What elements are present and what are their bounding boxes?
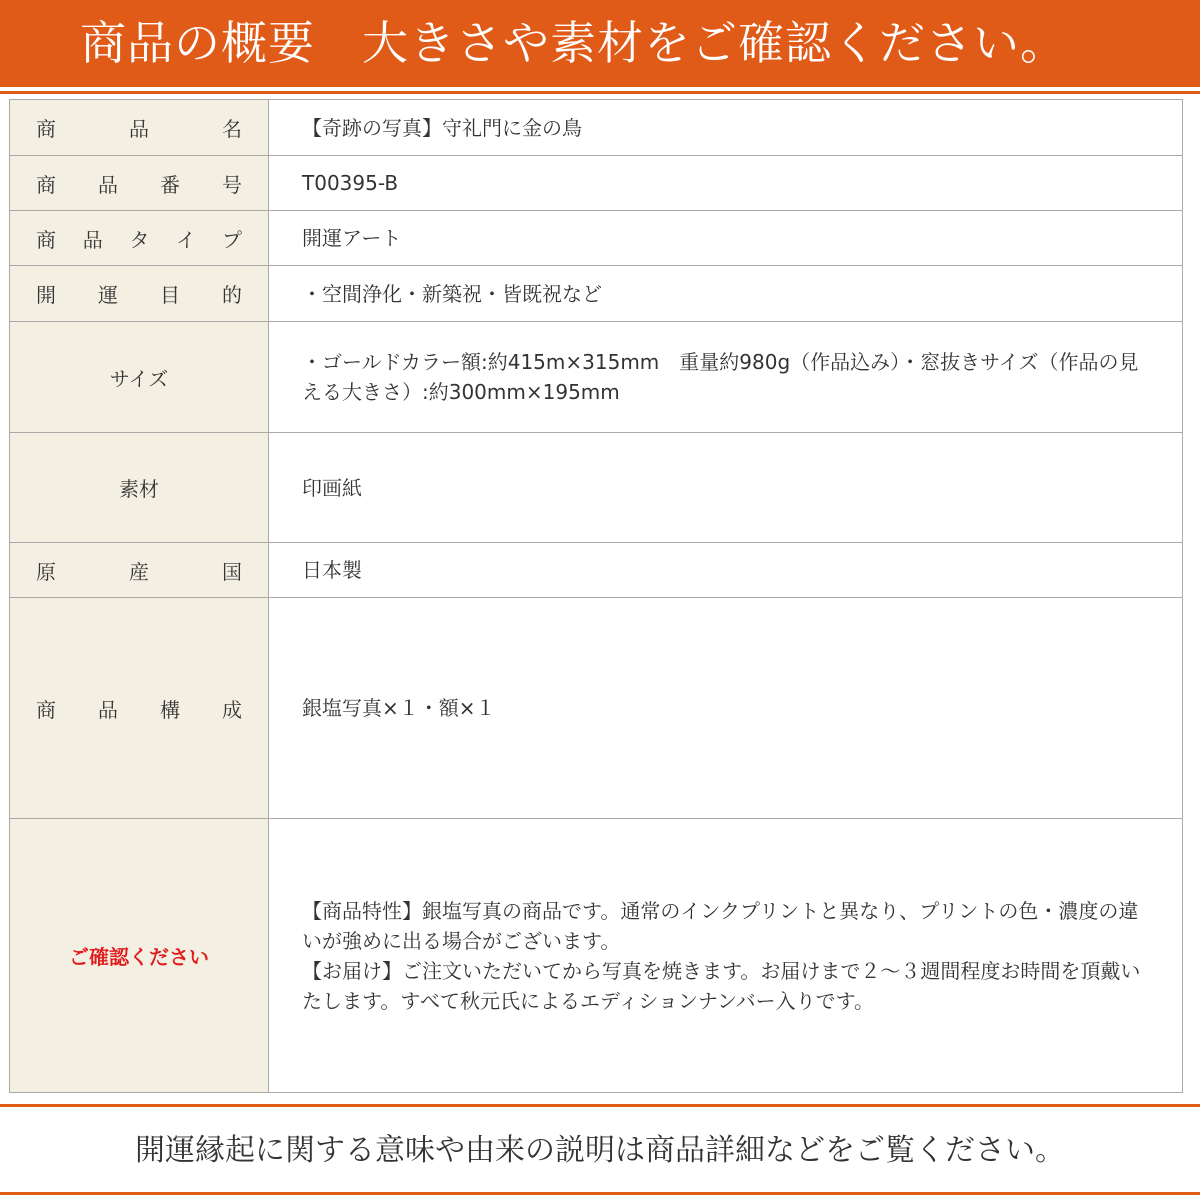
row-label-product-name: 商品名 xyxy=(10,100,269,156)
table-row xyxy=(10,100,1183,156)
row-value-origin: 日本製 xyxy=(269,543,1183,598)
row-label-size: サイズ xyxy=(10,322,269,433)
table-row xyxy=(10,211,1183,266)
footer-divider-bottom xyxy=(0,1192,1200,1195)
table-row xyxy=(10,819,1183,1093)
page-title-banner xyxy=(0,0,1200,87)
product-spec-table xyxy=(9,99,1183,1093)
table-row xyxy=(10,598,1183,819)
size-text: ・ゴールドカラー額:約415m×315mm 重量約980g（作品込み）・窓抜きサイズ（作品の見える大きさ）:約300mm×195mm xyxy=(302,350,1139,404)
table-row xyxy=(10,433,1183,543)
table-row xyxy=(10,266,1183,322)
row-label-purpose: 開運目的 xyxy=(10,266,269,322)
row-label-origin: 原産国 xyxy=(10,543,269,598)
table-row xyxy=(10,156,1183,211)
row-label-material: 素材 xyxy=(10,433,269,543)
table-row xyxy=(10,322,1183,433)
row-value-product-type: 開運アート xyxy=(269,211,1183,266)
row-label-product-number: 商品番号 xyxy=(10,156,269,211)
row-label-product-type: 商品タイプ xyxy=(10,211,269,266)
footer-divider-top xyxy=(0,1104,1200,1107)
footer-note xyxy=(0,1111,1200,1191)
notice-text: 【商品特性】銀塩写真の商品です。通常のインクプリントと異なり、プリントの色・濃度の違いが強めに出る場合がございます。 【お届け】ご注文いただいてから写真を焼きます。お届けまで２〜３週間程度お時間を頂戴いたします。すべて秋元氏によるエディションナンバー入りです。 xyxy=(302,898,1141,1013)
row-value-contents: 銀塩写真×１・額×１ xyxy=(269,598,1183,819)
row-label-contents: 商品構成 xyxy=(10,598,269,819)
row-value-notice xyxy=(269,819,1183,1093)
page-title: 商品の概要 大きさや素材をご確認ください。 xyxy=(80,16,1067,70)
row-value-material: 印画紙 xyxy=(269,433,1183,543)
row-value-product-number: T00395-B xyxy=(269,156,1183,211)
row-value-product-name: 【奇跡の写真】守礼門に金の鳥 xyxy=(269,100,1183,156)
row-value-size xyxy=(269,322,1183,433)
table-row xyxy=(10,543,1183,598)
footer-note-text: 開運縁起に関する意味や由来の説明は商品詳細などをご覧ください。 xyxy=(135,1133,1065,1168)
row-label-notice: ご確認ください xyxy=(10,819,269,1093)
header-divider xyxy=(0,91,1200,94)
row-value-purpose: ・空間浄化・新築祝・皆既祝など xyxy=(269,266,1183,322)
